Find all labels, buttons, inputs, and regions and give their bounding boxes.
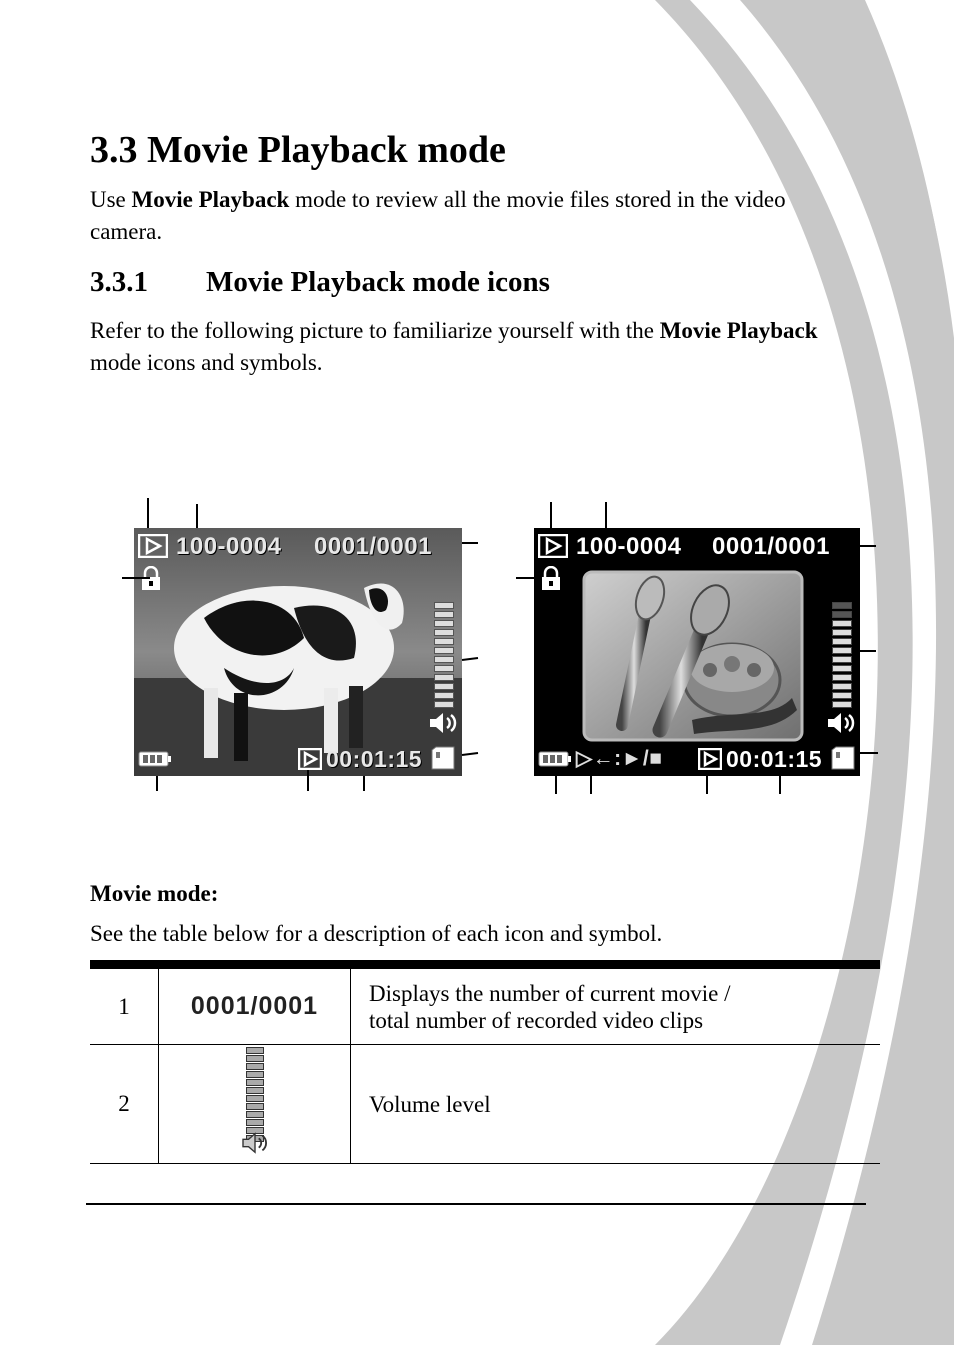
- speaker-icon: [826, 710, 856, 736]
- volume-segment: [434, 674, 454, 681]
- row-number: 2: [90, 1045, 159, 1164]
- subsection-heading: [90, 266, 550, 299]
- row-description: Displays the number of current movie / total number of recorded video clips: [351, 965, 881, 1045]
- volume-segment: [832, 674, 852, 681]
- volume-segment: [434, 683, 454, 690]
- volume-segment: [434, 665, 454, 672]
- footer-rule: [86, 1203, 866, 1205]
- volume-segment: [832, 602, 852, 609]
- icon-description-table: [90, 960, 880, 1164]
- volume-segment: [246, 1047, 264, 1054]
- folder-number: 100-0004: [576, 533, 682, 560]
- battery-icon: [138, 750, 172, 768]
- counter-icon: 0001/0001: [159, 965, 351, 1045]
- row-description: Volume level: [351, 1045, 881, 1164]
- volume-segment: [434, 692, 454, 699]
- volume-segment: [832, 638, 852, 645]
- volume-segment: [434, 656, 454, 663]
- movie-thumbnail: [582, 570, 804, 742]
- sd-card-icon: [830, 746, 856, 770]
- volume-segment: [832, 656, 852, 663]
- lock-icon: [540, 566, 562, 592]
- volume-segment: [434, 602, 454, 609]
- volume-segment: [832, 665, 852, 672]
- volume-segment: [246, 1063, 264, 1070]
- volume-segment: [434, 701, 454, 708]
- volume-segment: [246, 1079, 264, 1086]
- play-mode-icon: [138, 534, 168, 558]
- volume-segment: [246, 1103, 264, 1110]
- volume-segment: [246, 1055, 264, 1062]
- lock-icon: [140, 566, 162, 592]
- table-caption: See the table below for a description of each icon and symbol.: [90, 921, 663, 946]
- right-playback-screen: [534, 528, 860, 776]
- playback-time: 00:01:15: [326, 746, 423, 772]
- volume-segment: [832, 701, 852, 708]
- section-intro: Use Movie Playback mode to review all the movie files stored in the video camera.: [90, 187, 786, 244]
- volume-segment: [246, 1087, 264, 1094]
- volume-segment: [246, 1111, 264, 1118]
- volume-segment: [246, 1095, 264, 1102]
- volume-segment: [246, 1071, 264, 1078]
- volume-bar: [832, 602, 852, 708]
- table-row: [90, 965, 880, 1045]
- volume-segment: [434, 620, 454, 627]
- section-heading: [90, 128, 506, 172]
- sd-card-icon: [430, 746, 456, 770]
- folder-number: 100-0004: [176, 533, 282, 560]
- volume-segment: [434, 611, 454, 618]
- left-playback-screen: [134, 528, 462, 776]
- speaker-icon: [240, 1131, 270, 1155]
- volume-segment: [246, 1119, 264, 1126]
- subsection-number: 3.3.1: [90, 266, 148, 298]
- battery-icon: [538, 750, 572, 768]
- row-number: 1: [90, 965, 159, 1045]
- file-counter: 0001/0001: [712, 533, 830, 560]
- playback-time: 00:01:15: [726, 746, 823, 772]
- volume-segment: [832, 629, 852, 636]
- volume-bar: [434, 602, 454, 708]
- volume-bar-icon: [159, 1045, 351, 1164]
- volume-segment: [832, 611, 852, 618]
- subsection-title: Movie Playback mode icons: [206, 266, 550, 298]
- volume-segment: [832, 620, 852, 627]
- table-row: [90, 1045, 880, 1164]
- play-status-icon: [298, 748, 322, 770]
- volume-segment: [434, 638, 454, 645]
- file-counter: 0001/0001: [314, 533, 432, 560]
- volume-segment: [832, 683, 852, 690]
- section-title: Movie Playback mode: [147, 129, 506, 171]
- volume-segment: [832, 647, 852, 654]
- movie-mode-heading: Movie mode:: [90, 881, 219, 906]
- volume-segment: [832, 692, 852, 699]
- play-status-icon: [698, 748, 722, 770]
- play-mode-icon: [538, 534, 568, 558]
- cow-photo: [134, 528, 462, 776]
- volume-segment: [434, 629, 454, 636]
- volume-segment: [434, 647, 454, 654]
- speaker-icon: [428, 710, 458, 736]
- subsection-intro: Refer to the following picture to familiarize yourself with the Movie Playback mode icons and symbols.: [90, 318, 818, 375]
- section-number: 3.3: [90, 129, 138, 171]
- playback-controls-hint: ▷←:►/■: [576, 747, 663, 770]
